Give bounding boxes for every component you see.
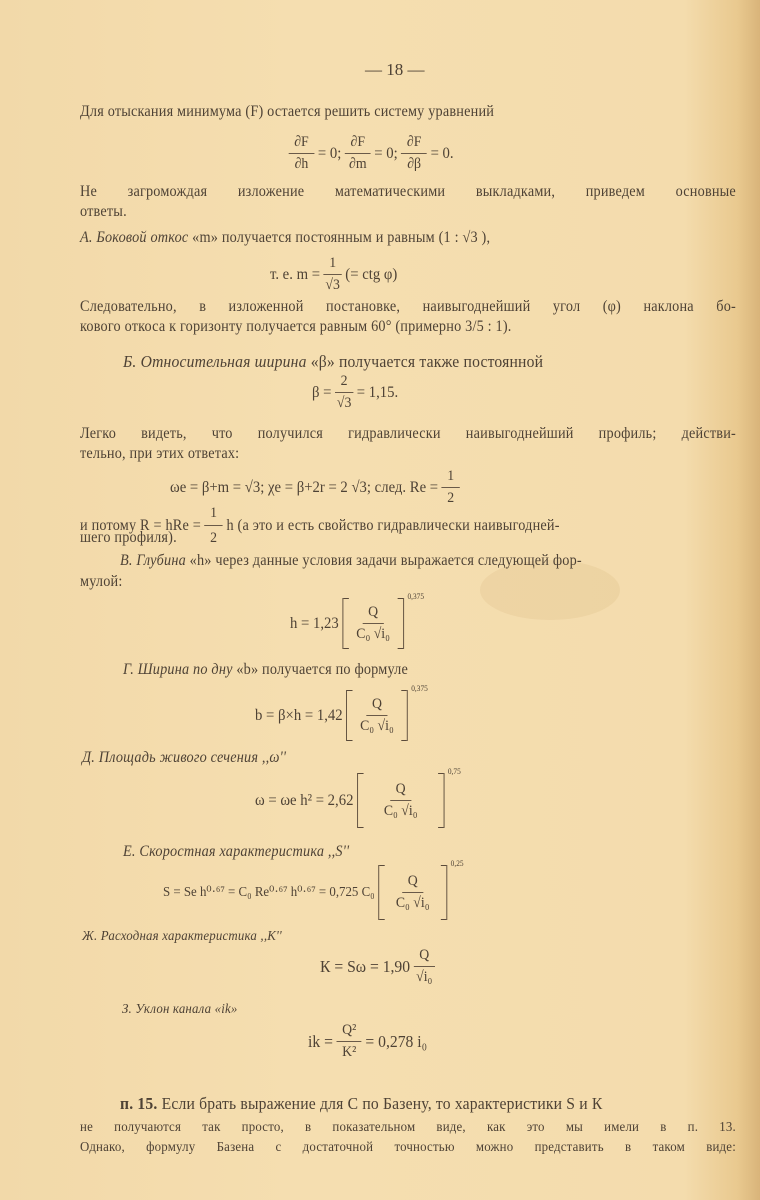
formula-s: S = Se h⁰·⁶⁷ = C₀ Re⁰·⁶⁷ h⁰·⁶⁷ = 0,725 C₀ $\frac{Q}{\text{C₀ √i₀}}$ 0,25: [163, 865, 464, 920]
section-zh-heading: Ж. Расходная характеристика ,,К'': [82, 929, 282, 944]
section-z-heading: З. Уклон канала «ik»: [122, 1002, 238, 1017]
paragraph-line: Не загромождая изложение математическими выкладками, приведем основные: [80, 183, 736, 200]
paragraph-line: Легко видеть, что получился гидравлически наивыгоднейший профиль; действи-: [80, 425, 736, 442]
paragraph-line: Однако, формулу Базена с достаточной точностью можно представить в таком виде:: [80, 1140, 736, 1155]
formula-h: h = 1,23 $\frac{Q}{\text{C₀ √i₀}}$ 0,375: [290, 598, 424, 649]
section-g-line: Г. Ширина по дну «b» получается по формуле: [123, 661, 408, 678]
paragraph-line: не получаются так просто, в показательном виде, как это мы имели в п. 13.: [80, 1120, 736, 1135]
paragraph-line: тельно, при этих ответах:: [80, 445, 240, 462]
paragraph-line: мулой:: [80, 573, 123, 590]
formula-omega-e: ωe = β+m = √3; χe = β+2r = 2 √3; след. Re = $\frac{1}{2}$: [170, 468, 463, 507]
formula-omega: ω = ωe h² = 2,62 $\frac{Q}{\text{C₀ √i₀}}$ 0,75: [255, 773, 461, 828]
page-number: — 18 —: [365, 60, 425, 79]
paragraph-line: кового откоса к горизонту получается равным 60° (примерно 3/5 : 1).: [80, 318, 512, 335]
section-b-line: Б. Относительная ширина «β» получается также постоянной: [123, 352, 544, 371]
section-15-line: п. 15. Если брать выражение для С по Базену, то характеристики S и К: [120, 1094, 603, 1113]
paragraph-line: Следовательно, в изложенной постановке, наивыгоднейший угол (φ) наклона бо-: [80, 298, 736, 315]
formula-m: т. е. m = $\frac{1}{√3}$ (= ctg φ): [270, 255, 398, 293]
paragraph-line-r: и потому R = hRe = $\frac{1}{2}$ h (а это и есть свойство гидравлически наивыгодней-: [80, 505, 560, 546]
paragraph-line: шего профиля).: [80, 529, 177, 546]
section-e-heading: Е. Скоростная характеристика ,,S'': [123, 843, 350, 860]
formula-beta: β = $\frac{2}{√3}$ = 1,15.: [312, 373, 399, 411]
section-v-line: В. Глубина «h» через данные условия задачи выражается следующей фор-: [120, 552, 582, 569]
section-d-heading: Д. Площадь живого сечения ,,ω'': [82, 749, 287, 766]
paragraph-line: Для отыскания минимума (F) остается решить систему уравнений: [80, 103, 495, 120]
formula-ik: ik = $\frac{\text{Q²}}{\text{K²}}$ = 0,278 i₀: [308, 1022, 428, 1060]
formula-b: b = β×h = 1,42 $\frac{Q}{\text{C₀ √i₀}}$ 0,375: [255, 690, 428, 741]
paragraph-line: ответы.: [80, 203, 127, 220]
formula-partial-derivatives: $\frac{\partial F}{\partial h}$ = 0; $\frac{\partial F}{\partial m}$ = 0; $\frac{\partial F}{\partial\beta}$ = 0.: [285, 134, 454, 173]
formula-k: К = Sω = 1,90 $\frac{Q}{\text{√i₀}}$: [320, 947, 438, 986]
section-a-line: А. Боковой откос «m» получается постоянным и равным (1 : √3 ),: [80, 229, 491, 246]
